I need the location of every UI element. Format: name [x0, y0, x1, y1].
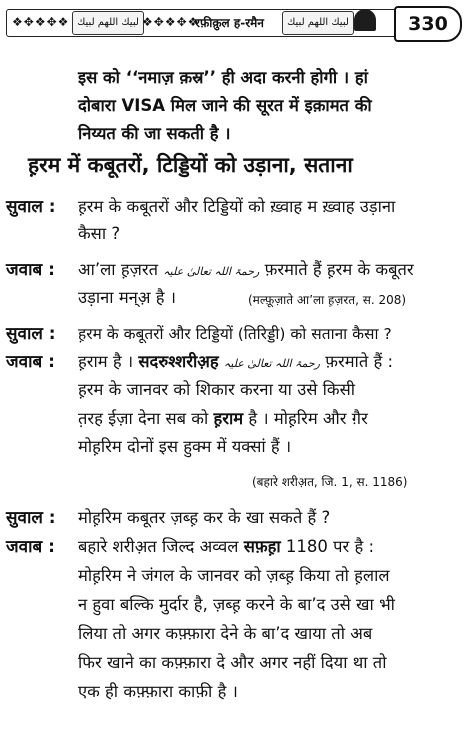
answer-label: जवाब :	[6, 352, 55, 372]
answer-2-line-3a: त़रह ईज़ा देना सब को	[78, 409, 209, 428]
header-badge-right: لبیك اللهم لبیك	[282, 11, 354, 35]
honorific-calligraphy: رحمۃ اللہ تعالیٰ علیہ	[223, 357, 320, 370]
section-heading: ह़रम में कबूतरों, टिड्डियों को उड़ाना, सताना	[28, 153, 353, 177]
question-label: सुवाल :	[6, 197, 56, 217]
question-1-line-2: कैसा ?	[78, 224, 121, 243]
answer-label: जवाब :	[6, 537, 55, 557]
page-number: 330	[394, 6, 462, 42]
header-badge-left: لبیك اللهم لبیك	[72, 11, 144, 35]
answer-2-line-3c: है । मोह़रिम और ग़ैर	[248, 409, 368, 428]
question-3-line-1: मोह़रिम कबूतर ज़ब्ह़ कर के खा सकते हैं ?	[78, 508, 331, 527]
answer-2-text-a: ह़राम है ।	[78, 352, 134, 371]
intro-line-1: इस को ‘‘नमाज़ क़स्र’’ ही अदा करनी होगी । हां	[78, 68, 368, 87]
answer-2-line-4: मोह़रिम दोनों इस हुक्म में यक्सां हैं ।	[78, 437, 292, 456]
answer-2-text-b: फ़रमाते हैं :	[325, 352, 394, 371]
answer-1-reference: (मल्फ़ूज़ाते आ’ला ह़ज़रत, स. 208)	[248, 293, 407, 307]
header-title: रफ़ीक़ुल ह-रमैन	[195, 16, 264, 30]
header-ornament-middle: ❖✥❖✥❖	[142, 15, 200, 29]
answer-2-reference: (बहारे शरीअ़त, जि. 1, स. 1186)	[252, 475, 408, 489]
answer-3-line-5: फिर खाने का कफ़्फ़ारा दे और अगर नहीं दिया था तो	[78, 653, 387, 672]
answer-1-line-2: उड़ाना मन्अ़ है ।	[78, 288, 176, 307]
answer-1-line-1	[78, 258, 414, 284]
answer-2-line-1	[78, 350, 393, 376]
answer-3-line-3: न हुवा बल्कि मुर्दार है, ज़ब्ह़ करने के बा’द उसे खा भी	[78, 595, 395, 614]
honorific-calligraphy: رحمۃ اللہ تعالیٰ علیہ	[163, 265, 260, 278]
answer-3-line-2: मोह़रिम ने जंगल के जानवर को ज़ब्ह़ किया तो ह़लाल	[78, 566, 390, 585]
answer-2-haram: ह़राम	[213, 409, 244, 428]
intro-line-3: निय्यत की जा सकती है ।	[78, 124, 231, 143]
answer-2-line-3	[78, 407, 368, 431]
answer-3-line-6: एक ही कफ़्फ़ारा काफ़ी है ।	[78, 682, 238, 701]
header-ornament-left: ❖✥❖✥❖	[12, 15, 70, 29]
answer-1-text: फ़रमाते हैं ह़रम के कबूतर	[264, 260, 414, 279]
question-2-line-1: ह़रम के कबूतरों और टिड्डियों (तिरिड्डी) को सताना कैसा ?	[78, 325, 392, 343]
answer-label: जवाब :	[6, 260, 55, 280]
answer-2-line-2: ह़रम के जानवर को शिकार करना या उसे किसी	[78, 380, 356, 399]
answer-3-line-4: लिया तो अगर कफ़्फ़ारा देने के बा’द खाया तो अब	[78, 624, 373, 643]
answer-2-scholar: सदरुश्शरीअ़ह	[138, 352, 219, 371]
answer-3-text-c: 1180 पर है :	[285, 537, 375, 556]
question-label: सुवाल :	[6, 324, 56, 344]
question-1-line-1: ह़रम के कबूतरों और टिड्डियों को ख़्वाह म ख़्वाह उड़ाना	[78, 197, 396, 216]
answer-3-text-a: बहारे शरीअ़त जिल्द अव्वल	[78, 537, 239, 556]
answer-1-title: आ’ला ह़ज़रत	[78, 260, 158, 279]
answer-3-line-1	[78, 535, 374, 559]
answer-3-safha: सफ़ह़ा	[243, 537, 281, 556]
question-label: सुवाल :	[6, 508, 56, 528]
intro-line-2: दोबारा VISA मिल जाने की सूरत में इक़ामत की	[78, 96, 372, 115]
